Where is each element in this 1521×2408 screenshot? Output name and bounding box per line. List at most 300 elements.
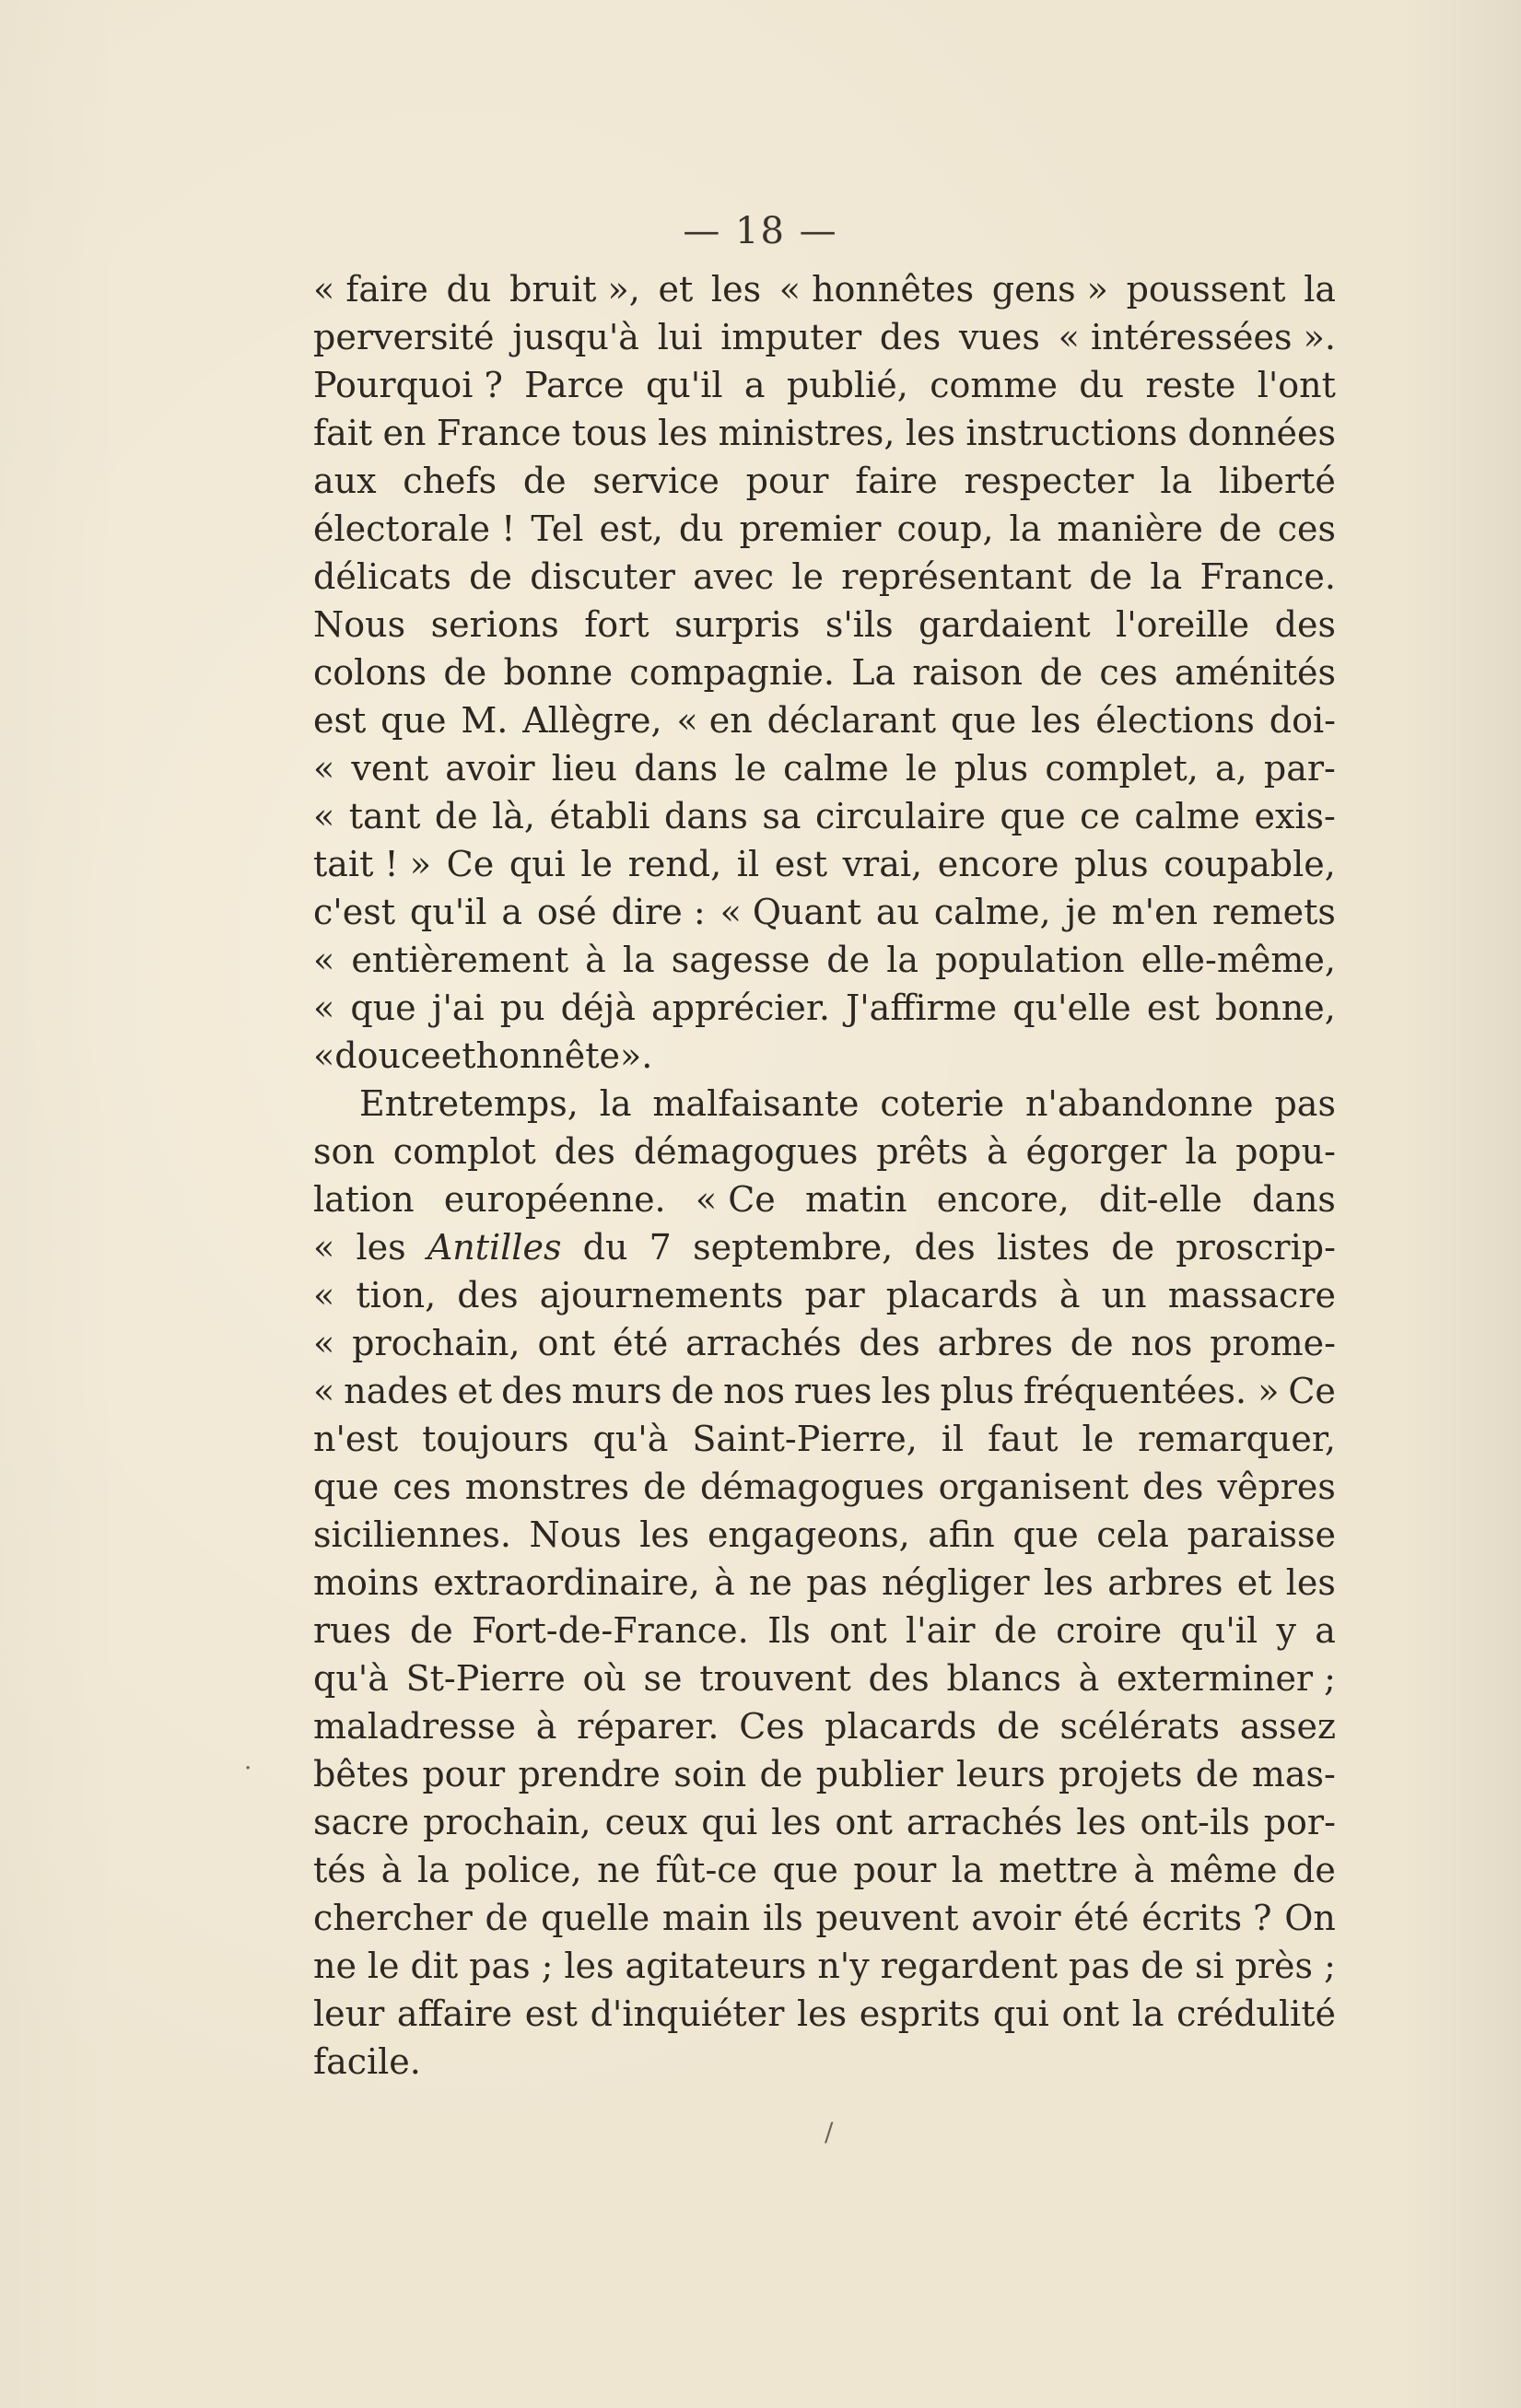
word: respecter — [964, 461, 1134, 501]
word: organisent — [938, 1467, 1129, 1507]
word: plus — [940, 1371, 1014, 1411]
text-line — [313, 792, 1336, 840]
word: il — [941, 1419, 965, 1459]
word: main — [661, 1898, 751, 1938]
word: « — [313, 1323, 335, 1363]
word: Saint-Pierre, — [692, 1419, 918, 1459]
word: de — [996, 1706, 1040, 1747]
word: établi — [549, 796, 650, 836]
word: y — [1276, 1610, 1296, 1651]
word: de — [522, 461, 567, 501]
word: un — [1101, 1275, 1147, 1315]
word: leur — [313, 1993, 385, 2034]
word: entièrement — [351, 940, 569, 980]
word: européenne. — [443, 1179, 666, 1220]
word: des — [914, 1227, 976, 1268]
word: lation — [313, 1179, 415, 1220]
word: murs — [571, 1371, 662, 1411]
word: reste — [1145, 365, 1236, 405]
word: je — [1065, 892, 1097, 932]
word: gardaient — [918, 604, 1091, 645]
word: soin — [673, 1754, 747, 1794]
word: qui — [701, 1802, 758, 1842]
word: n'abandonne — [1024, 1083, 1254, 1124]
word: arrachés — [906, 1802, 1063, 1842]
text-line — [313, 696, 1336, 744]
word: extraordinaire, — [433, 1562, 700, 1603]
word: les — [771, 1802, 822, 1842]
word: Pourquoi ? — [313, 365, 503, 405]
word: affaire — [396, 1993, 513, 2034]
word: « en — [676, 700, 753, 741]
word: de — [1141, 1946, 1185, 1986]
word: « — [313, 940, 335, 980]
word: Nous — [313, 604, 406, 645]
word: aménités — [1174, 652, 1336, 693]
word: por- — [1263, 1802, 1336, 1842]
word: « — [313, 988, 335, 1028]
word: bonne — [503, 652, 614, 693]
word: mas- — [1251, 1754, 1336, 1794]
word: négliger — [881, 1562, 1030, 1603]
word: le — [734, 748, 766, 789]
word: manière — [1057, 508, 1203, 549]
word: comme — [930, 365, 1058, 405]
word: n'y — [817, 1946, 870, 1986]
text-line — [313, 1990, 1336, 2038]
word: que — [313, 1467, 380, 1507]
word: qu'il — [1180, 1610, 1258, 1651]
word: représentant — [841, 556, 1071, 597]
word: apprécier. — [650, 988, 830, 1028]
word: a — [501, 892, 522, 932]
word: afin — [928, 1514, 995, 1555]
stray-mark-tick: / — [825, 2117, 834, 2147]
word: a — [743, 365, 766, 405]
word: France — [436, 413, 562, 453]
word: Antilles — [427, 1227, 562, 1268]
word: se — [643, 1658, 683, 1699]
word: coupable, — [1164, 844, 1336, 884]
word: ne — [597, 1850, 641, 1890]
word: le — [791, 556, 824, 597]
word: fait — [313, 413, 373, 453]
word: pas — [1274, 1083, 1336, 1124]
text-line — [313, 409, 1336, 457]
word: où — [582, 1658, 626, 1699]
word: tion, — [356, 1275, 437, 1315]
word: le — [367, 1946, 400, 1986]
word: la — [1150, 556, 1183, 597]
word: des — [1274, 604, 1336, 645]
word: raison — [912, 652, 1024, 693]
word: des — [501, 1371, 563, 1411]
word: cela — [1096, 1514, 1169, 1555]
word: est, — [599, 508, 663, 549]
word: ont-ils — [1140, 1802, 1250, 1842]
word: Allègre, — [522, 700, 662, 741]
word: la — [416, 1850, 450, 1890]
word: de — [1195, 1754, 1239, 1794]
word: moins — [313, 1562, 420, 1603]
word: les — [881, 1371, 931, 1411]
word: les — [1031, 700, 1082, 741]
text-line — [313, 1654, 1336, 1702]
word: circulaire — [814, 796, 986, 836]
word: plus — [954, 748, 1029, 789]
word: 7 — [649, 1227, 672, 1268]
word: fût-ce — [655, 1850, 758, 1890]
text-line — [313, 1750, 1336, 1798]
word: doi- — [1269, 700, 1336, 741]
word: ces — [1277, 508, 1336, 549]
text-line — [313, 888, 1336, 936]
word: esprits — [859, 1993, 981, 2034]
word: aux — [313, 461, 377, 501]
word: à — [585, 940, 606, 980]
word: qui — [509, 844, 566, 884]
word: déclarant — [766, 700, 937, 741]
word: maladresse — [313, 1706, 516, 1747]
word: lieu — [551, 748, 618, 789]
word: de — [409, 1610, 453, 1651]
word: mettre — [999, 1850, 1118, 1890]
word: police, — [464, 1850, 582, 1890]
word: tés — [313, 1850, 367, 1890]
word: calme, — [933, 892, 1051, 932]
text-line — [313, 1128, 1336, 1175]
word: démagogues — [633, 1131, 859, 1172]
text-line — [313, 649, 1336, 696]
word: à — [1059, 1275, 1081, 1315]
word: jusqu'à — [512, 317, 639, 357]
word: proscrip- — [1176, 1227, 1336, 1268]
word: dans — [663, 796, 748, 836]
word: près ; — [1234, 1946, 1336, 1986]
word: la — [599, 1083, 632, 1124]
word: massacre — [1167, 1275, 1336, 1315]
word: exterminer ; — [1116, 1658, 1336, 1699]
word: France. — [1199, 556, 1336, 597]
word: des — [1142, 1467, 1204, 1507]
word: de — [671, 1371, 715, 1411]
word: en — [382, 413, 427, 453]
word: les — [905, 413, 955, 453]
word: des — [457, 1275, 519, 1315]
word: sa — [762, 796, 801, 836]
word: l'oreille — [1116, 604, 1250, 645]
word: calme — [1134, 796, 1241, 836]
word: regardent — [880, 1946, 1058, 1986]
word: scélérats — [1059, 1706, 1221, 1747]
word: le — [580, 844, 614, 884]
word: du — [678, 508, 724, 549]
word: de — [826, 940, 871, 980]
word: les — [1285, 1562, 1336, 1603]
word: les — [639, 1514, 690, 1555]
word: de — [1070, 1323, 1114, 1363]
word: écrits ? — [1141, 1898, 1272, 1938]
word: qu'il — [645, 365, 723, 405]
word: complet, — [1045, 748, 1199, 789]
text-line — [313, 1032, 1336, 1080]
word: ne — [749, 1562, 792, 1603]
word: pas ; — [469, 1946, 554, 1986]
word: popu- — [1235, 1131, 1336, 1172]
word: la — [622, 940, 655, 980]
word: On — [1284, 1898, 1336, 1938]
word: remarquer, — [1138, 1419, 1336, 1459]
word: égorger — [1025, 1131, 1167, 1172]
word: gens » — [991, 269, 1108, 310]
word: plus — [1074, 844, 1149, 884]
word: fréquentées. » — [1023, 1371, 1280, 1411]
word: à — [714, 1562, 735, 1603]
word: au — [875, 892, 919, 932]
word: coterie — [880, 1083, 1005, 1124]
word: « — [313, 1227, 335, 1268]
word: ces — [1099, 652, 1158, 693]
word: s'ils — [825, 604, 894, 645]
word: à — [535, 1706, 557, 1747]
text-line — [313, 1319, 1336, 1367]
word: Parce — [524, 365, 625, 405]
word: d'inquiéter — [590, 1993, 785, 2034]
word: si — [1195, 1946, 1224, 1986]
word: le — [1082, 1419, 1115, 1459]
word: données — [1188, 413, 1336, 453]
word: vent — [351, 748, 429, 789]
word: que — [380, 700, 447, 741]
word: par- — [1263, 748, 1336, 789]
word: ». — [620, 1035, 653, 1076]
text-line — [313, 505, 1336, 553]
word: surpris — [674, 604, 801, 645]
word: Fort-de-France. — [472, 1610, 749, 1651]
word: « Quant — [720, 892, 861, 932]
word: vues — [958, 317, 1040, 357]
word: Tel — [531, 508, 584, 549]
word: pas — [1068, 1946, 1130, 1986]
word: bruit », — [509, 269, 640, 310]
word: avoir — [445, 748, 535, 789]
word: que — [350, 988, 416, 1028]
word: qu'à — [313, 1658, 389, 1699]
word: les — [356, 1227, 406, 1268]
word: dit — [410, 1946, 459, 1986]
word: électorale ! — [313, 508, 516, 549]
word: la — [1185, 1131, 1218, 1172]
word: les — [1076, 1802, 1127, 1842]
word: la — [1009, 508, 1042, 549]
word: les — [658, 413, 708, 453]
word: avec — [693, 556, 775, 597]
word: faut — [988, 1419, 1059, 1459]
word: placards — [825, 1706, 977, 1747]
word: à — [1133, 1850, 1154, 1890]
word: que — [1012, 1514, 1079, 1555]
word: qui — [992, 1993, 1049, 2034]
word: croire — [1056, 1610, 1163, 1651]
word: serions — [430, 604, 559, 645]
word: l'air — [906, 1610, 976, 1651]
word: des — [859, 1323, 920, 1363]
word: de — [1111, 1227, 1155, 1268]
word: a — [1315, 1610, 1336, 1651]
word: est — [313, 700, 367, 741]
word: le — [905, 748, 938, 789]
word: nades — [344, 1371, 449, 1411]
word: M. — [461, 700, 509, 741]
word: prochain, — [423, 1802, 591, 1842]
word: de — [759, 1754, 803, 1794]
word: rues — [793, 1371, 872, 1411]
word: de — [993, 1610, 1037, 1651]
word: « — [313, 796, 335, 836]
word: dans — [1251, 1179, 1336, 1220]
text-line — [313, 1702, 1336, 1750]
word: la — [1304, 269, 1336, 310]
word: La — [851, 652, 896, 693]
word: crédulité — [1176, 1993, 1336, 2034]
text-line — [313, 1511, 1336, 1559]
word: à — [986, 1131, 1008, 1172]
text-line — [313, 1080, 1336, 1128]
text-line — [313, 601, 1336, 649]
stray-mark-dot: · — [244, 1755, 252, 1783]
body-text — [313, 265, 1336, 2086]
word: lui — [657, 317, 703, 357]
word: les — [1043, 1562, 1094, 1603]
word: prendre — [518, 1754, 661, 1794]
word: Ils — [767, 1610, 811, 1651]
word: j'ai — [431, 988, 485, 1028]
word: élections — [1095, 700, 1255, 741]
word: par — [804, 1275, 865, 1315]
word: service — [592, 461, 720, 501]
word: complot — [392, 1131, 536, 1172]
word: assez — [1239, 1706, 1336, 1747]
word: que — [950, 700, 1017, 741]
word: toujours — [422, 1419, 569, 1459]
word: encore — [937, 844, 1059, 884]
text-line — [313, 1846, 1336, 1894]
word: est — [1146, 988, 1200, 1028]
word: placards — [885, 1275, 1038, 1315]
word: J'affirme — [846, 988, 998, 1028]
word: avoir — [971, 1898, 1061, 1938]
text-line — [313, 1942, 1336, 1990]
word: la — [1131, 1993, 1164, 2034]
word: des — [868, 1658, 930, 1699]
word: m'en — [1111, 892, 1199, 932]
word: exis- — [1254, 796, 1336, 836]
word: facile. — [313, 2041, 421, 2082]
word: tous — [571, 413, 648, 453]
word: monstres — [464, 1467, 630, 1507]
word: arbres — [1107, 1562, 1223, 1603]
word: « — [313, 1275, 335, 1315]
text-line — [313, 1559, 1336, 1607]
word: dire : — [611, 892, 706, 932]
word: de — [485, 1898, 529, 1938]
word: et — [1236, 1562, 1272, 1603]
word: vrai, — [842, 844, 923, 884]
word: prome- — [1210, 1323, 1336, 1363]
word: été — [613, 1323, 669, 1363]
text-line — [313, 2038, 1336, 2086]
word: rend, — [627, 844, 722, 884]
word: douce — [334, 1035, 441, 1076]
word: les — [797, 1993, 848, 2034]
word: la — [1160, 461, 1193, 501]
word: colons — [313, 652, 427, 693]
word: « — [313, 748, 335, 789]
word: bêtes — [313, 1754, 410, 1794]
word: prêts — [876, 1131, 969, 1172]
word: elle-même, — [1141, 940, 1336, 980]
word: la — [951, 1850, 984, 1890]
text-line — [313, 1415, 1336, 1463]
word: trouvent — [699, 1658, 851, 1699]
word: honnête — [475, 1035, 621, 1076]
word: ceux — [604, 1802, 688, 1842]
text-line — [313, 1271, 1336, 1319]
word: la — [886, 940, 918, 980]
text-line — [313, 1463, 1336, 1511]
word: chercher — [313, 1898, 473, 1938]
word: coup, — [896, 508, 994, 549]
word: tant — [348, 796, 421, 836]
word: de — [1039, 652, 1083, 693]
word: quelle — [541, 1898, 650, 1938]
word: discuter — [530, 556, 675, 597]
word: du — [582, 1227, 628, 1268]
word: de — [469, 556, 512, 597]
word: et — [457, 1371, 493, 1411]
word: déjà — [560, 988, 636, 1028]
word: fort — [584, 604, 649, 645]
word: « intéressées ». — [1058, 317, 1336, 357]
word: sagesse — [671, 940, 811, 980]
word: agitateurs — [625, 1946, 807, 1986]
word: pour — [745, 461, 829, 501]
word: de — [1218, 508, 1262, 549]
word: réparer. — [577, 1706, 720, 1747]
word: siciliennes. — [313, 1514, 511, 1555]
word: les — [564, 1946, 614, 1986]
word: Ce — [446, 844, 495, 884]
word: son — [313, 1131, 375, 1172]
word: Ce — [1288, 1371, 1336, 1411]
word: imputer — [720, 317, 862, 357]
word: septembre, — [693, 1227, 894, 1268]
text-line — [313, 553, 1336, 601]
word: nos — [723, 1371, 786, 1411]
word: population — [935, 940, 1125, 980]
word: « — [313, 1371, 335, 1411]
word: là, — [492, 796, 535, 836]
word: publier — [815, 1754, 943, 1794]
text-line — [313, 936, 1336, 984]
word: ne — [313, 1946, 357, 1986]
word: été — [1073, 1898, 1129, 1938]
word: de — [643, 1467, 686, 1507]
word: ajournements — [539, 1275, 784, 1315]
word: engageons, — [708, 1514, 910, 1555]
word: nos — [1130, 1323, 1193, 1363]
word: ont — [829, 1610, 887, 1651]
